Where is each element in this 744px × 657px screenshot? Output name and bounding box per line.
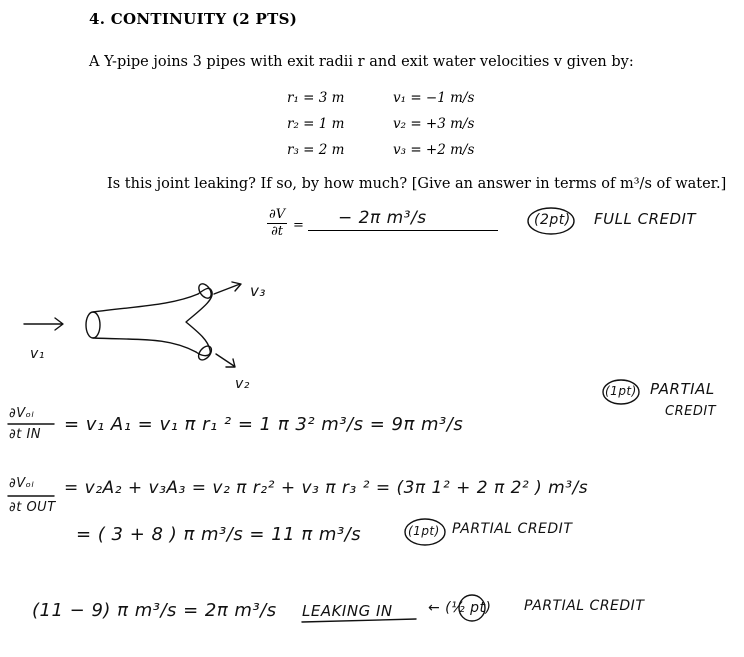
line2-lhs-numerator: ∂Vₒₗ <box>9 476 35 491</box>
table-radius-1: r₁ = 3 m <box>287 90 345 106</box>
full-credit-score: (2pt) <box>534 212 571 228</box>
problem-intro: A Y-pipe joins 3 pipes with exit radii r and exit water velocities v given by: <box>89 54 634 70</box>
fraction-denominator: ∂t <box>271 224 284 239</box>
outflow-arrow-v3 <box>214 282 241 294</box>
partial-note-1a: PARTIAL <box>650 380 715 398</box>
derivation-line-3: = ( 3 + 8 ) π m³/s = 11 π m³/s <box>76 524 362 545</box>
line1-lhs-numerator: ∂Vₒₗ <box>9 406 35 421</box>
y-pipe-sketch <box>86 282 214 363</box>
label-v1: v₁ <box>30 346 45 362</box>
leaking-in-label: LEAKING IN <box>302 602 393 620</box>
line2-lhs-denominator: ∂t OUT <box>9 500 56 515</box>
problem-heading: 4. CONTINUITY (2 PTS) <box>89 10 298 28</box>
label-v2: v₂ <box>235 376 250 392</box>
table-velocity-2: v₂ = +3 m/s <box>393 116 475 132</box>
formula-equals: = <box>293 218 304 233</box>
derivation-line-2: = v₂A₂ + v₃A₃ = v₂ π r₂² + v₃ π r₃ ² = (3π 1² + 2 π 2² ) m³/s <box>64 478 589 498</box>
label-v3: v₃ <box>250 282 266 300</box>
fraction-numerator: ∂V <box>269 207 286 222</box>
partial-score-3: ← (½ pt) <box>428 600 492 616</box>
line1-lhs-denominator: ∂t IN <box>9 427 42 442</box>
partial-score-2: (1pt) <box>408 524 440 538</box>
partial-score-1: (1pt) <box>605 384 637 398</box>
full-credit-circle <box>528 208 574 234</box>
derivation-line-4: (11 − 9) π m³/s = 2π m³/s <box>32 600 277 621</box>
table-velocity-3: v₃ = +2 m/s <box>393 142 475 158</box>
derivation-line-1: = v₁ A₁ = v₁ π r₁ ² = 1 π 3² m³/s = 9π m³/s <box>64 414 464 435</box>
inflow-arrow <box>24 318 63 330</box>
partial-note-1b: CREDIT <box>665 404 717 419</box>
problem-question: Is this joint leaking? If so, by how much? [Give an answer in terms of m³/s of water.] <box>107 176 727 192</box>
table-radius-2: r₂ = 1 m <box>287 116 345 132</box>
table-radius-3: r₃ = 2 m <box>287 142 345 158</box>
handwritten-answer: − 2π m³/s <box>338 208 427 228</box>
partial-note-3: PARTIAL CREDIT <box>524 598 645 614</box>
partial-note-2: PARTIAL CREDIT <box>452 521 573 537</box>
full-credit-note: FULL CREDIT <box>594 210 697 228</box>
outflow-arrow-v2 <box>216 354 235 367</box>
table-velocity-1: v₁ = −1 m/s <box>393 90 475 106</box>
